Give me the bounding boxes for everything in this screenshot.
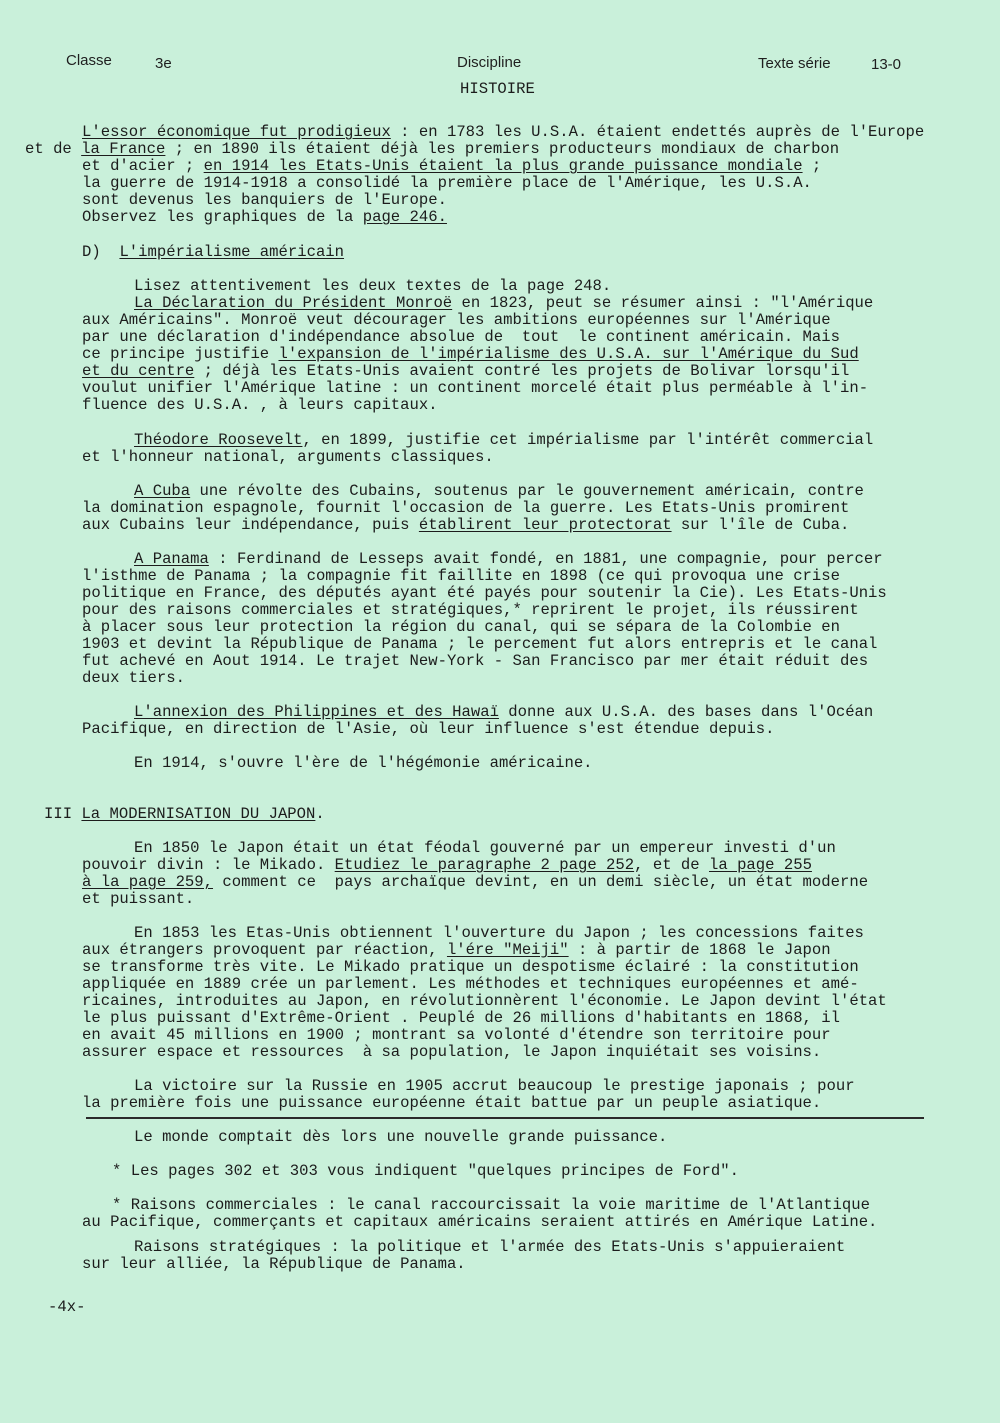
p4-line-2: la domination espagnole, fournit l'occasion de la guerre. Les Etats-Unis promirent — [82, 499, 850, 517]
text-run: sur l'île de Cuba. — [671, 516, 850, 534]
underlined-phrase: L'annexion des Philippines et des Hawaï — [134, 703, 499, 721]
footnote-3-line-2: sur leur alliée, la République de Panama. — [82, 1255, 466, 1273]
underlined-phrase: établirent leur protectorat — [418, 516, 672, 534]
text-run: Observez les graphiques de la — [82, 208, 363, 226]
p5-line-8: deux tiers. — [82, 669, 185, 687]
texte-serie-label: Texte série — [758, 55, 831, 72]
p2-line-8: fluence des U.S.A. , à leurs capitaux. — [82, 396, 438, 414]
p8-line-4: et puissant. — [82, 890, 195, 908]
text-run: , et de — [634, 856, 709, 874]
text-run: et d'acier ; — [82, 157, 204, 175]
section-title-dot: . — [315, 805, 325, 823]
p1-line-4: la guerre de 1914-1918 a consolidé la première place de l'Amérique, les U.S.A. — [82, 174, 812, 192]
text-run: ; — [802, 157, 822, 175]
text-run: aux étrangers provoquent par réaction, — [82, 941, 447, 959]
underlined-phrase: en 1914 les Etats-Unis étaient la plus grande puissance mondiale — [203, 157, 803, 175]
p8-line-3 — [82, 874, 868, 891]
classe-value: 3e — [155, 55, 172, 72]
p9-line-4: appliquée en 1889 crée un parlement. Les méthodes et techniques européennes et amé- — [82, 975, 859, 993]
p4-line-1 — [134, 483, 864, 500]
texte-serie-value: 13-0 — [871, 56, 902, 73]
text-run: : Ferdinand de Lesseps avait fondé, en 1881, une compagnie, pour percer — [208, 550, 883, 568]
footnote-2-line-1: * Raisons commerciales : le canal raccourcissait la voie maritime de l'Atlantique — [112, 1196, 870, 1214]
p3-line-2: et l'honneur national, arguments classiques. — [82, 448, 494, 466]
text-run: comment ce pays archaïque devint, en un demi siècle, un état moderne — [213, 873, 869, 891]
p11-line-1: Le monde comptait dès lors une nouvelle grande puissance. — [134, 1128, 668, 1146]
p8-line-2 — [82, 857, 812, 874]
p1-line-1 — [82, 124, 924, 141]
text-run: : en 1783 les U.S.A. étaient endettés auprès de l'Europe — [390, 123, 925, 141]
underlined-phrase: Théodore Roosevelt — [134, 431, 303, 449]
discipline-label: Discipline — [457, 54, 522, 71]
p2-line-6 — [82, 363, 849, 380]
underlined-phrase: la page 255 — [709, 856, 812, 874]
p10-line-2: la première fois une puissance européenne était battue par un peuple asiatique. — [82, 1094, 822, 1112]
p2-line-2 — [134, 295, 873, 312]
p4-line-3 — [82, 517, 849, 534]
p8-line-1: En 1850 le Japon était un état féodal gouverné par un empereur investi d'un — [134, 839, 836, 857]
page-number: -4x- — [48, 1298, 86, 1316]
section-title: L'impérialisme américain — [119, 243, 345, 261]
p2-line-1: Lisez attentivement les deux textes de la page 248. — [134, 277, 612, 295]
section-d-heading — [82, 244, 344, 261]
text-run: ; en 1890 ils étaient déjà les premiers producteurs mondiaux de charbon — [165, 140, 840, 158]
p10-line-1: La victoire sur la Russie en 1905 accrut beaucoup le prestige japonais ; pour — [134, 1077, 855, 1095]
text-run: en 1823, peut se résumer ainsi : "l'Amérique — [452, 294, 874, 312]
text-run: aux Cubains leur indépendance, puis — [82, 516, 419, 534]
separator-rule — [86, 1117, 924, 1119]
text-run: , en 1899, justifie cet impérialisme par l'intérêt commercial — [302, 431, 874, 449]
p1-line-5: sont devenus les banquiers de l'Europe. — [82, 191, 447, 209]
p1-line-3 — [82, 158, 821, 175]
p5-line-5: à placer sous leur protection la région du canal, qui se sépara de la Colombie en — [82, 618, 840, 636]
text-run: ; déjà les Etats-Unis avaient contré les projets de Bolivar lorsqu'il — [194, 362, 850, 380]
underlined-phrase: A Cuba — [134, 482, 191, 500]
p2-line-7: voulut unifier l'Amérique latine : un continent morcelé était plus perméable à l'in- — [82, 379, 869, 397]
underlined-phrase: la France — [81, 140, 166, 158]
section-letter: D) — [82, 243, 101, 261]
section-number: III — [44, 805, 73, 823]
p9-line-8: assurer espace et ressources à sa population, le Japon inquiétait ses voisins. — [82, 1043, 822, 1061]
classe-label: Classe — [66, 52, 112, 69]
p2-line-3: aux Américains". Monroë veut décourager les ambitions européennes sur l'Amérique — [82, 311, 831, 329]
underlined-phrase: à la page 259, — [82, 873, 214, 891]
p5-line-7: fut achevé en Aout 1914. Le trajet New-York - San Francisco par mer était réduit des — [82, 652, 869, 670]
p5-line-3: politique en France, des députés ayant été payés pour soutenir la Cie). Les Etats-Unis — [82, 584, 887, 602]
p5-line-1 — [134, 551, 883, 568]
p9-line-3: se transforme très vite. Le Mikado pratique un despotisme éclairé : la constitution — [82, 958, 859, 976]
footnote-1: * Les pages 302 et 303 vous indiquent "quelques principes de Ford". — [112, 1162, 739, 1180]
underlined-phrase: l'ére "Meiji" — [446, 941, 569, 959]
p2-line-5 — [82, 346, 859, 363]
p5-line-2: l'isthme de Panama ; la compagnie fit faillite en 1898 (ce qui provoqua une crise — [82, 567, 840, 585]
p9-line-7: en avait 45 millions en 1900 ; montrant sa volonté d'étendre son territoire pour — [82, 1026, 831, 1044]
p5-line-6: 1903 et devint la République de Panama ; le percement fut alors entrepris et le canal — [82, 635, 878, 653]
p2-line-4: par une déclaration d'indépendance absolue de tout le continent américain. Mais — [82, 328, 840, 346]
p3-line-1 — [134, 432, 873, 449]
underlined-phrase: l'expansion de l'impérialisme des U.S.A. sur l'Amérique du Sud — [278, 345, 859, 363]
underlined-phrase: et du centre — [82, 362, 195, 380]
p9-line-1: En 1853 les Etas-Unis obtiennent l'ouverture du Japon ; les concessions faites — [134, 924, 864, 942]
p7-line-1: En 1914, s'ouvre l'ère de l'hégémonie américaine. — [134, 754, 593, 772]
p6-line-2: Pacifique, en direction de l'Asie, où leur influence s'est étendue depuis. — [82, 720, 775, 738]
subject-title: HISTOIRE — [460, 80, 535, 98]
footnote-2-line-2: au Pacifique, commerçants et capitaux américains seraient attirés en Amérique Latine. — [82, 1213, 878, 1231]
p1-line-2 — [25, 141, 839, 158]
p6-line-1 — [134, 704, 873, 721]
underlined-phrase: page 246. — [362, 208, 447, 226]
p9-line-6: le plus puissant d'Extrême-Orient . Peuplé de 26 millions d'habitants en 1868, il — [82, 1009, 840, 1027]
p5-line-4: pour des raisons commerciales et stratégiques,* reprirent le projet, ils réussirent — [82, 601, 859, 619]
footnote-3-line-1: Raisons stratégiques : la politique et l'armée des Etats-Unis s'appuieraient — [134, 1238, 846, 1256]
underlined-phrase: L'essor économique fut prodigieux — [82, 123, 391, 141]
text-run: donne aux U.S.A. des bases dans l'Océan — [498, 703, 874, 721]
text-run: ce principe justifie — [82, 345, 279, 363]
text-run: une révolte des Cubains, soutenus par le gouvernement américain, contre — [190, 482, 864, 500]
p9-line-5: ricaines, introduites au Japon, en révolutionnèrent l'économie. Le Japon devint l'état — [82, 992, 887, 1010]
underlined-phrase: La Déclaration du Président Monroë — [134, 294, 453, 312]
section-title: La MODERNISATION DU JAPON — [81, 805, 316, 823]
text-run: et de — [25, 140, 82, 158]
p1-line-6 — [82, 209, 447, 226]
underlined-phrase: A Panama — [134, 550, 209, 568]
section-iii-heading — [44, 806, 325, 823]
text-run: pouvoir divin : le Mikado. — [82, 856, 335, 874]
p9-line-2 — [82, 942, 831, 959]
underlined-phrase: Etudiez le paragraphe 2 page 252 — [334, 856, 635, 874]
text-run: : à partir de 1868 le Japon — [568, 941, 831, 959]
